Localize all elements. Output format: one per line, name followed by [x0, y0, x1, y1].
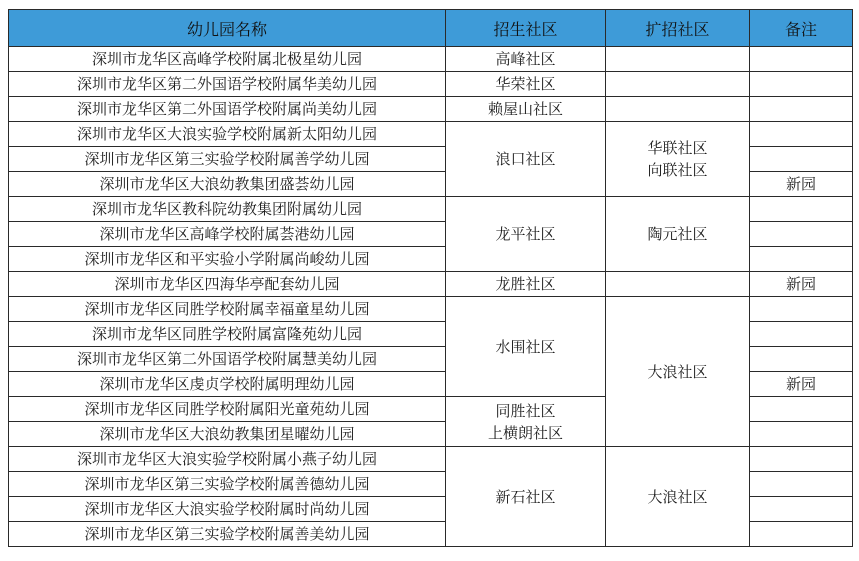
name-cell: 深圳市龙华区同胜学校附属富隆苑幼儿园: [9, 322, 446, 347]
header-name: 幼儿园名称: [9, 10, 446, 47]
table-row: [9, 447, 853, 472]
note-cell: [750, 347, 853, 372]
expand-cell: 大浪社区: [606, 297, 750, 447]
note-cell: [750, 422, 853, 447]
name-cell: 深圳市龙华区大浪实验学校附属时尚幼儿园: [9, 497, 446, 522]
expand-community-line: 华联社区: [647, 139, 708, 157]
note-cell: [750, 397, 853, 422]
expand-cell: 陶元社区: [606, 197, 750, 272]
enroll-cell: 水围社区: [446, 297, 606, 397]
name-cell: 深圳市龙华区高峰学校附属北极星幼儿园: [9, 47, 446, 72]
name-cell: 深圳市龙华区第二外国语学校附属慧美幼儿园: [9, 347, 446, 372]
name-cell: 深圳市龙华区教科院幼教集团附属幼儿园: [9, 197, 446, 222]
enroll-cell: 龙胜社区: [446, 272, 606, 297]
name-cell: 深圳市龙华区大浪实验学校附属小燕子幼儿园: [9, 447, 446, 472]
enroll-community-line: 上横朗社区: [487, 423, 563, 442]
enroll-cell: 赖屋山社区: [446, 97, 606, 122]
expand-community-line: 向联社区: [647, 161, 708, 179]
note-cell: [750, 47, 853, 72]
expand-cell: [606, 272, 750, 297]
note-cell: [750, 197, 853, 222]
enroll-cell: 浪口社区: [446, 122, 606, 197]
name-cell: 深圳市龙华区第三实验学校附属善美幼儿园: [9, 522, 446, 547]
header-row: [9, 10, 853, 47]
name-cell: 深圳市龙华区大浪幼教集团盛荟幼儿园: [9, 172, 446, 197]
enroll-cell: [446, 397, 606, 447]
header-notes: 备注: [750, 10, 853, 47]
table-row: [9, 297, 853, 322]
enroll-community-line: 同胜社区: [495, 401, 556, 420]
note-cell: [750, 322, 853, 347]
name-cell: 深圳市龙华区第二外国语学校附属华美幼儿园: [9, 72, 446, 97]
name-cell: 深圳市龙华区同胜学校附属幸福童星幼儿园: [9, 297, 446, 322]
expand-cell: [606, 72, 750, 97]
note-cell: [750, 497, 853, 522]
name-cell: 深圳市龙华区虔贞学校附属明理幼儿园: [9, 372, 446, 397]
enroll-cell: 华荣社区: [446, 72, 606, 97]
expand-cell: [606, 47, 750, 72]
table-row: [9, 72, 853, 97]
enroll-cell: 高峰社区: [446, 47, 606, 72]
enroll-cell: 新石社区: [446, 447, 606, 547]
name-cell: 深圳市龙华区第三实验学校附属善学幼儿园: [9, 147, 446, 172]
note-cell: 新园: [750, 272, 853, 297]
expand-cell: 大浪社区: [606, 447, 750, 547]
note-cell: [750, 97, 853, 122]
note-cell: 新园: [750, 372, 853, 397]
table-row: [9, 197, 853, 222]
note-cell: [750, 222, 853, 247]
name-cell: 深圳市龙华区大浪实验学校附属新太阳幼儿园: [9, 122, 446, 147]
name-cell: 深圳市龙华区第二外国语学校附属尚美幼儿园: [9, 97, 446, 122]
name-cell: 深圳市龙华区第三实验学校附属善德幼儿园: [9, 472, 446, 497]
expand-cell: [606, 97, 750, 122]
note-cell: 新园: [750, 172, 853, 197]
name-cell: 深圳市龙华区四海华亭配套幼儿园: [9, 272, 446, 297]
enroll-cell: 龙平社区: [446, 197, 606, 272]
note-cell: [750, 297, 853, 322]
header-enroll-community: 招生社区: [446, 10, 606, 47]
table-row: [9, 97, 853, 122]
note-cell: [750, 447, 853, 472]
header-expand-community: 扩招社区: [606, 10, 750, 47]
note-cell: [750, 472, 853, 497]
table-row: [9, 122, 853, 147]
note-cell: [750, 247, 853, 272]
kindergarten-table: [8, 9, 853, 547]
name-cell: 深圳市龙华区高峰学校附属荟港幼儿园: [9, 222, 446, 247]
table-row: [9, 272, 853, 297]
name-cell: 深圳市龙华区同胜学校附属阳光童苑幼儿园: [9, 397, 446, 422]
expand-cell: [606, 122, 750, 197]
note-cell: [750, 147, 853, 172]
table-row: [9, 47, 853, 72]
note-cell: [750, 522, 853, 547]
note-cell: [750, 122, 853, 147]
name-cell: 深圳市龙华区大浪幼教集团星曜幼儿园: [9, 422, 446, 447]
note-cell: [750, 72, 853, 97]
name-cell: 深圳市龙华区和平实验小学附属尚峻幼儿园: [9, 247, 446, 272]
